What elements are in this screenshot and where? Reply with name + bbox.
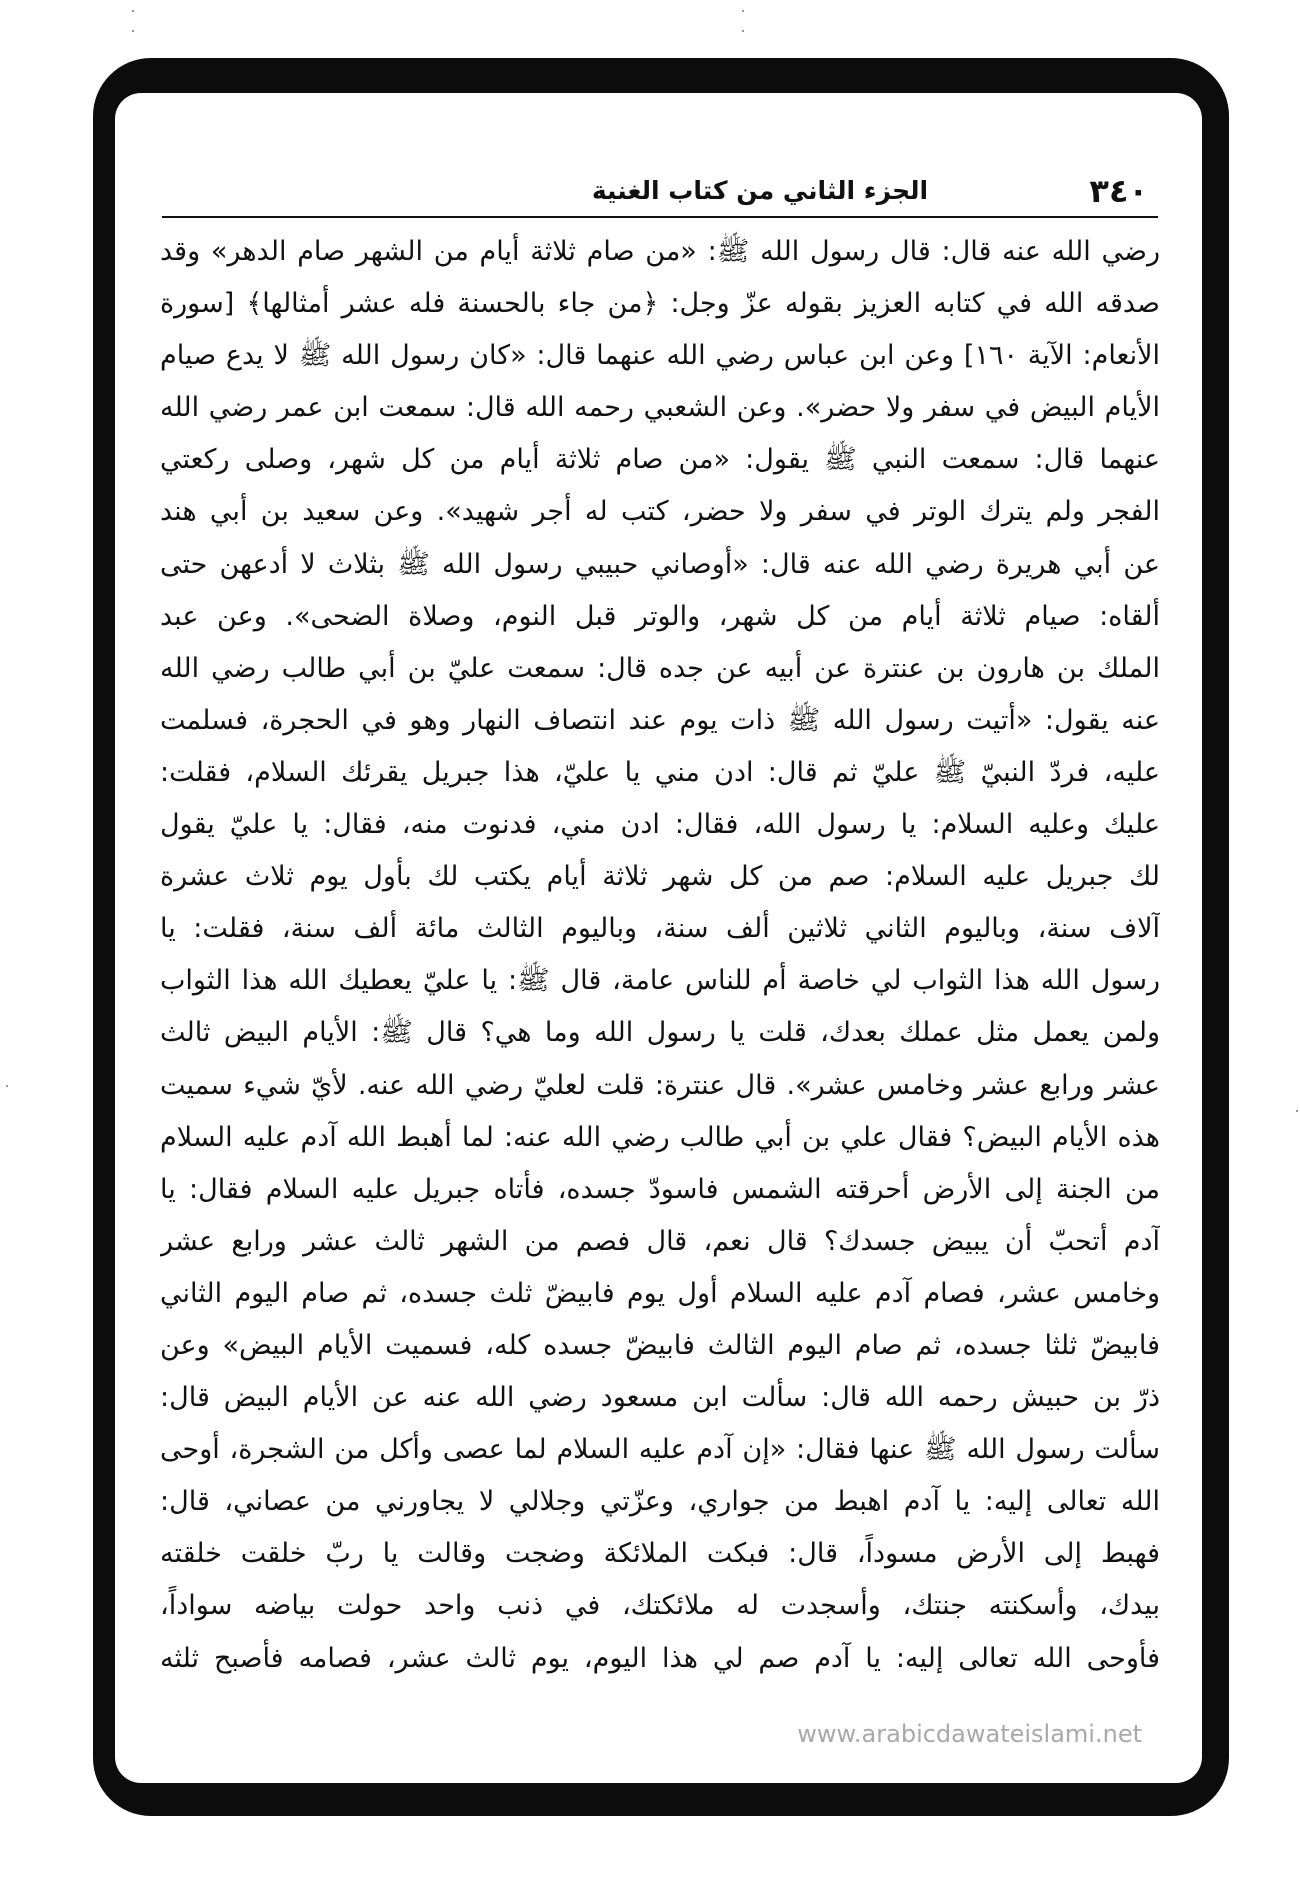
scan-speck bbox=[1296, 1110, 1298, 1112]
text-line: من الجنة إلى الأرض أحرقته الشمس فاسودّ جسده، فأتاه جبريل عليه السلام فقال: يا bbox=[160, 1173, 1160, 1205]
page-header bbox=[162, 166, 1158, 216]
text-line: عن أبي هريرة رضي الله عنه قال: «أوصاني حبيبي رسول الله ﷺ بثلاث لا أدعهن حتى bbox=[160, 548, 1160, 580]
text-line: فأوحى الله تعالى إليه: يا آدم صم لي هذا اليوم، يوم ثالث عشر، فصامه فأصبح ثلثه bbox=[160, 1642, 1160, 1674]
text-line: عليه، فردّ النبيّ ﷺ عليّ ثم قال: ادن مني يا عليّ، هذا جبريل يقرئك السلام، فقلت: bbox=[160, 756, 1160, 788]
text-line: الفجر ولم يترك الوتر في سفر ولا حضر، كتب له أجر شهيد». وعن سعيد بن أبي هند bbox=[160, 496, 1160, 528]
header-divider bbox=[162, 216, 1158, 218]
text-line: لك جبريل عليه السلام: صم من كل شهر ثلاثة أيام يكتب لك بأول يوم ثلاث عشرة bbox=[160, 861, 1160, 893]
text-line: ولمن يعمل مثل عملك بعدك، قلت يا رسول الله وما هي؟ قال ﷺ: الأيام البيض ثالث bbox=[160, 1017, 1160, 1049]
page-number: ٣٤٠ bbox=[1089, 172, 1148, 210]
scan-speck bbox=[742, 10, 744, 12]
text-line: ذرّ بن حبيش رحمه الله قال: سألت ابن مسعود رضي الله عنه عن الأيام البيض قال: bbox=[160, 1382, 1160, 1414]
scan-speck bbox=[6, 1085, 8, 1087]
scan-speck bbox=[132, 10, 134, 12]
text-line: ألقاه: صيام ثلاثة أيام من كل شهر، والوتر قبل النوم، وصلاة الضحى». وعن عبد bbox=[160, 600, 1160, 632]
text-line: عنه يقول: «أتيت رسول الله ﷺ ذات يوم عند انتصاف النهار وهو في الحجرة، فسلمت bbox=[160, 704, 1160, 736]
text-line: عليك وعليه السلام: يا رسول الله، فقال: ادن مني، فدنوت منه، فقال: يا عليّ يقول bbox=[160, 809, 1160, 841]
body-text bbox=[160, 226, 1160, 1685]
text-line: وخامس عشر، فصام آدم عليه السلام أول يوم فابيضّ ثلث جسده، ثم صام اليوم الثاني bbox=[160, 1277, 1160, 1309]
text-line: فهبط إلى الأرض مسوداً، قال: فبكت الملائكة وضجت وقالت يا ربّ خلقت خلقته bbox=[160, 1538, 1160, 1570]
text-line: الأيام البيض في سفر ولا حضر». وعن الشعبي رحمه الله قال: سمعت ابن عمر رضي الله bbox=[160, 392, 1160, 424]
scan-speck bbox=[742, 30, 744, 32]
text-line: سألت رسول الله ﷺ عنها فقال: «إن آدم عليه السلام لما عصى وأكل من الشجرة، أوحى bbox=[160, 1434, 1160, 1466]
text-line: عشر ورابع عشر وخامس عشر». قال عنترة: قلت لعليّ رضي الله عنه. لأيّ شيء سميت bbox=[160, 1069, 1160, 1101]
text-line: آلاف سنة، وباليوم الثاني ثلاثين ألف سنة، وباليوم الثالث مائة ألف سنة، فقلت: يا bbox=[160, 913, 1160, 945]
text-line: الأنعام: الآية ١٦٠] وعن ابن عباس رضي الله عنهما قال: «كان رسول الله ﷺ لا يدع صيام bbox=[160, 340, 1160, 372]
text-line: الملك بن هارون بن عنترة عن أبيه عن جده قال: سمعت عليّ بن أبي طالب رضي الله bbox=[160, 652, 1160, 684]
watermark: www.arabicdawateislami.net bbox=[797, 1720, 1142, 1748]
text-line: الله تعالى إليه: يا آدم اهبط من جواري، وعزّتي وجلالي لا يجاورني من عصاني، قال: bbox=[160, 1486, 1160, 1518]
text-line: عنهما قال: سمعت النبي ﷺ يقول: «من صام ثلاثة أيام من كل شهر، وصلى ركعتي bbox=[160, 444, 1160, 476]
text-line: صدقه الله في كتابه العزيز بقوله عزّ وجل: ﴿من جاء بالحسنة فله عشر أمثالها﴾ [سورة bbox=[160, 288, 1160, 320]
text-line: فابيضّ ثلثا جسده، ثم صام اليوم الثالث فابيضّ جسده كله، فسميت الأيام البيض» وعن bbox=[160, 1329, 1160, 1361]
scan-speck bbox=[132, 30, 134, 32]
text-line: آدم أتحبّ أن يبيض جسدك؟ قال نعم، قال فصم من الشهر ثالث عشر ورابع عشر bbox=[160, 1225, 1160, 1257]
text-line: هذه الأيام البيض؟ فقال علي بن أبي طالب رضي الله عنه: لما أهبط الله آدم عليه السلام bbox=[160, 1121, 1160, 1153]
text-line: بيدك، وأسكنته جنتك، وأسجدت له ملائكتك، في ذنب واحد حولت بياضه سواداً، bbox=[160, 1590, 1160, 1622]
running-title: الجزء الثاني من كتاب الغنية bbox=[591, 176, 929, 205]
text-line: رسول الله هذا الثواب لي خاصة أم للناس عامة، قال ﷺ: يا عليّ يعطيك الله هذا الثواب bbox=[160, 965, 1160, 997]
text-line: رضي الله عنه قال: قال رسول الله ﷺ: «من صام ثلاثة أيام من الشهر صام الدهر» وقد bbox=[160, 236, 1160, 267]
